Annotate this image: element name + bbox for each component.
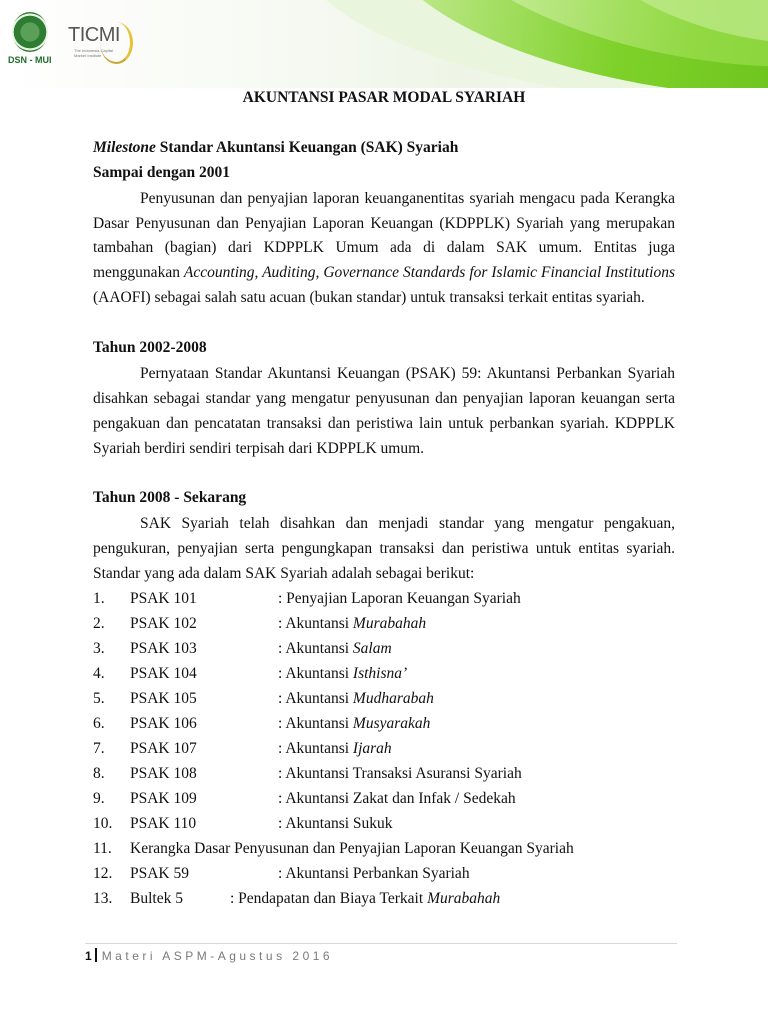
list-description — [278, 611, 426, 636]
list-number: 10. — [93, 815, 113, 832]
desc-text: : Akuntansi — [278, 615, 353, 632]
paragraph-line: Pernyataan Standar Akuntansi Keuangan (PSAK) 59: Akuntansi Perbankan Syariah — [140, 365, 675, 382]
paragraph-line: tambahan (bagian) dari KDPPLK Umum ada di dalam SAK umum. Entitas juga — [93, 239, 675, 256]
milestone-rest: Standar Akuntansi Keuangan (SAK) Syariah — [155, 139, 459, 156]
list-description — [278, 686, 434, 711]
desc-italic: Musyarakah — [352, 715, 431, 732]
list-number: 2. — [93, 615, 105, 632]
paragraph-line: Standar yang ada dalam SAK Syariah adalah sebagai berikut: — [93, 565, 475, 582]
footer-separator — [95, 948, 97, 962]
section-heading-2001: Sampai dengan 2001 — [93, 164, 230, 181]
list-code: PSAK 101 — [130, 590, 197, 607]
paragraph-line: Dasar Penyusunan dan Penyajian Laporan Keuangan (KDPPLK) Syariah yang merupakan — [93, 215, 675, 232]
list-code: PSAK 107 — [130, 740, 197, 757]
desc-italic: Salam — [352, 640, 392, 657]
list-description — [278, 736, 392, 761]
desc-text: : Akuntansi Transaksi Asuransi Syariah — [278, 765, 522, 782]
list-number: 6. — [93, 715, 105, 732]
desc-text: : Akuntansi — [278, 665, 353, 682]
desc-text: : Akuntansi — [278, 740, 353, 757]
section-heading-2008-now: Tahun 2008 - Sekarang — [93, 489, 247, 506]
list-description — [278, 811, 393, 836]
dsn-mui-logo-icon — [12, 12, 48, 52]
desc-italic: Isthisna’ — [352, 665, 408, 682]
desc-italic: Murabahah — [427, 890, 501, 907]
paragraph-line — [93, 260, 675, 285]
list-code: PSAK 104 — [130, 665, 197, 682]
list-number: 5. — [93, 690, 105, 707]
list-description — [278, 861, 470, 886]
paragraph-line: Syariah berdiri sendiri terpisah dari KDPPLK umum. — [93, 440, 425, 457]
footer-divider — [85, 943, 677, 944]
text: menggunakan — [93, 264, 184, 281]
milestone-heading — [93, 135, 458, 160]
list-description — [278, 661, 407, 686]
footer-text: Materi ASPM-Agustus 2016 — [101, 949, 334, 963]
paragraph-line: pengakuan dan pencatatan transaksi dan peristiwa lain untuk perbankan syariah. KDPPLK — [93, 415, 675, 432]
list-number: 9. — [93, 790, 105, 807]
page-footer — [85, 946, 333, 966]
desc-italic: Mudharabah — [352, 690, 434, 707]
dsn-mui-logo-text: DSN - MUI — [8, 55, 52, 65]
list-number: 4. — [93, 665, 105, 682]
paragraph-line: disahkan sebagai standar yang mengatur penyusunan dan penyajian laporan keuangan serta — [93, 390, 675, 407]
page-number: 1 — [85, 949, 92, 963]
paragraph-line: pengukuran, penyajian serta pengungkapan transaksi dan peristiwa untuk entitas syariah. — [93, 540, 675, 557]
list-code: PSAK 109 — [130, 790, 197, 807]
italic-text: Accounting, Auditing, Governance Standards for Islamic Financial Institutions — [183, 264, 675, 281]
list-number: 8. — [93, 765, 105, 782]
list-description — [230, 886, 500, 911]
list-code: PSAK 59 — [130, 865, 190, 882]
desc-text: : Pendapatan dan Biaya Terkait — [230, 890, 428, 907]
desc-text: : Akuntansi Zakat dan Infak / Sedekah — [278, 790, 516, 807]
list-description — [278, 761, 522, 786]
list-description — [278, 711, 430, 736]
ticmi-logo: TICMI — [68, 24, 120, 46]
desc-text: : Akuntansi — [278, 690, 353, 707]
ticmi-subtitle: The Indonesia Capital Market Institute — [74, 48, 113, 58]
list-code: PSAK 105 — [130, 690, 197, 707]
desc-italic: Ijarah — [352, 740, 392, 757]
desc-text: : Akuntansi Perbankan Syariah — [278, 865, 470, 882]
desc-italic: Murabahah — [352, 615, 427, 632]
list-number: 12. — [93, 865, 113, 882]
desc-text: : Akuntansi — [278, 715, 353, 732]
section-heading-2002-2008: Tahun 2002-2008 — [93, 339, 207, 356]
list-number: 7. — [93, 740, 105, 757]
desc-text: : Akuntansi Sukuk — [278, 815, 393, 832]
list-code: Kerangka Dasar Penyusunan dan Penyajian Laporan Keuangan Syariah — [130, 840, 574, 857]
list-code: PSAK 110 — [130, 815, 197, 832]
list-code: Bultek 5 — [130, 890, 183, 907]
paragraph-line: (AAOFI) sebagai salah satu acuan (bukan standar) untuk transaksi terkait entitas syariah. — [93, 289, 645, 306]
desc-text: : Akuntansi — [278, 640, 353, 657]
milestone-italic: Milestone — [93, 139, 156, 156]
paragraph-line: SAK Syariah telah disahkan dan menjadi standar yang mengatur pengakuan, — [140, 515, 675, 532]
list-number: 11. — [93, 840, 112, 857]
list-code: PSAK 106 — [130, 715, 197, 732]
list-description — [278, 786, 516, 811]
desc-text: : Penyajian Laporan Keuangan Syariah — [278, 590, 521, 607]
list-description — [278, 586, 521, 611]
list-description — [278, 636, 392, 661]
list-code: PSAK 102 — [130, 615, 197, 632]
document-title: AKUNTANSI PASAR MODAL SYARIAH — [242, 89, 526, 106]
list-code: PSAK 103 — [130, 640, 197, 657]
list-number: 13. — [93, 890, 113, 907]
header-banner — [0, 0, 768, 88]
list-code: PSAK 108 — [130, 765, 197, 782]
list-number: 1. — [93, 590, 105, 607]
list-number: 3. — [93, 640, 105, 657]
paragraph-line: Penyusunan dan penyajian laporan keuanganentitas syariah mengacu pada Kerangka — [140, 190, 675, 207]
